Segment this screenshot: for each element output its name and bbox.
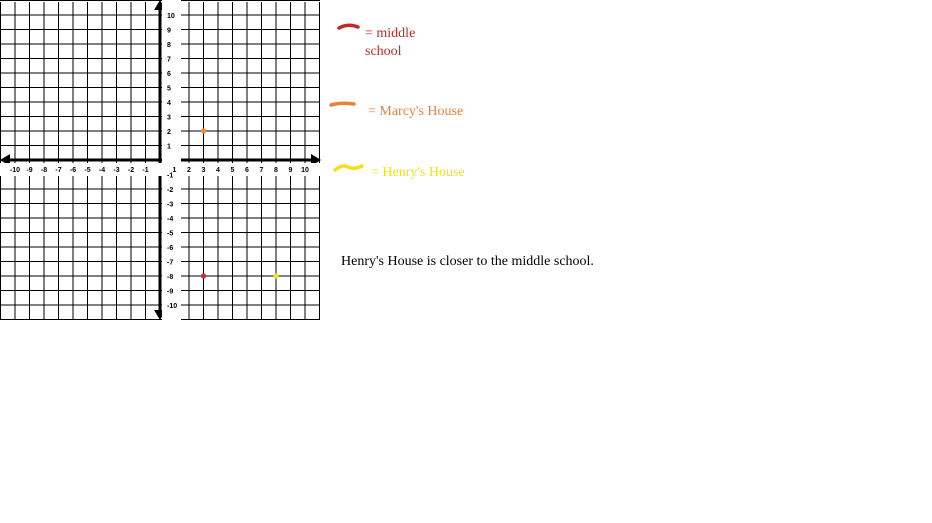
x-tick-label: -4	[98, 167, 106, 174]
y-tick-label: 6	[167, 71, 171, 78]
legend-middle-school-line2: school	[365, 44, 402, 59]
y-tick-label: -1	[167, 172, 174, 180]
plotted-point	[201, 128, 206, 133]
x-label-band	[0, 163, 320, 176]
x-tick-label: 9	[288, 167, 293, 174]
axes	[0, 0, 321, 320]
y-tick-label: 5	[167, 85, 171, 93]
middle-school-marker	[336, 22, 362, 32]
y-tick-label: 9	[167, 27, 171, 35]
y-tick-label: -6	[167, 245, 174, 252]
y-tick-label: 8	[167, 42, 171, 49]
plotted-point	[273, 273, 278, 278]
y-tick-label: 4	[167, 100, 171, 107]
y-tick-label: 3	[167, 114, 171, 122]
x-tick-label: -8	[40, 167, 48, 174]
x-tick-label: -2	[127, 167, 135, 174]
legend-middle-school-label	[365, 25, 415, 61]
x-tick-label: -3	[113, 167, 120, 174]
x-tick-label: -5	[84, 167, 91, 174]
x-tick-label: -6	[69, 167, 77, 174]
x-tick-label: 7	[259, 167, 264, 174]
x-tick-label: 1	[172, 167, 177, 174]
y-tick-label: 1	[167, 143, 171, 151]
plotted-point	[201, 273, 206, 278]
x-tick-label: 10	[301, 167, 309, 174]
x-tick-label: -1	[142, 167, 149, 174]
y-tick-label: 2	[167, 129, 171, 136]
y-tick-label: -7	[167, 259, 174, 267]
y-tick-label: -8	[167, 274, 174, 281]
legend-henrys-house-label: = Henry's House	[371, 165, 465, 180]
y-tick-label: 10	[167, 13, 175, 20]
x-tick-label: -7	[55, 167, 62, 174]
x-tick-label: 2	[187, 167, 191, 174]
henrys-house-marker	[332, 161, 366, 175]
y-tick-label: 7	[167, 56, 171, 64]
y-tick-label: -3	[167, 201, 174, 209]
y-tick-label: -10	[167, 303, 178, 310]
x-tick-label: 6	[245, 167, 249, 174]
conclusion-text: Henry's House is closer to the middle school.	[341, 254, 594, 269]
y-tick-label: -5	[167, 230, 174, 238]
legend-marcys-house-label: = Marcy's House	[368, 104, 464, 119]
legend-middle-school-line1: = middle	[365, 26, 416, 41]
y-tick-label: -9	[167, 288, 174, 296]
x-tick-label: 4	[216, 167, 220, 174]
y-tick-label: -2	[167, 187, 174, 194]
x-tick-label: -10	[9, 167, 21, 174]
y-tick-label: -4	[167, 216, 174, 223]
coordinate-plane	[0, 0, 325, 322]
y-label-band	[162, 0, 181, 320]
marcys-house-marker	[328, 100, 358, 110]
x-tick-label: 3	[201, 167, 206, 174]
x-tick-label: -9	[26, 167, 33, 174]
x-tick-label: 8	[274, 167, 278, 174]
x-tick-label: 5	[230, 167, 235, 174]
